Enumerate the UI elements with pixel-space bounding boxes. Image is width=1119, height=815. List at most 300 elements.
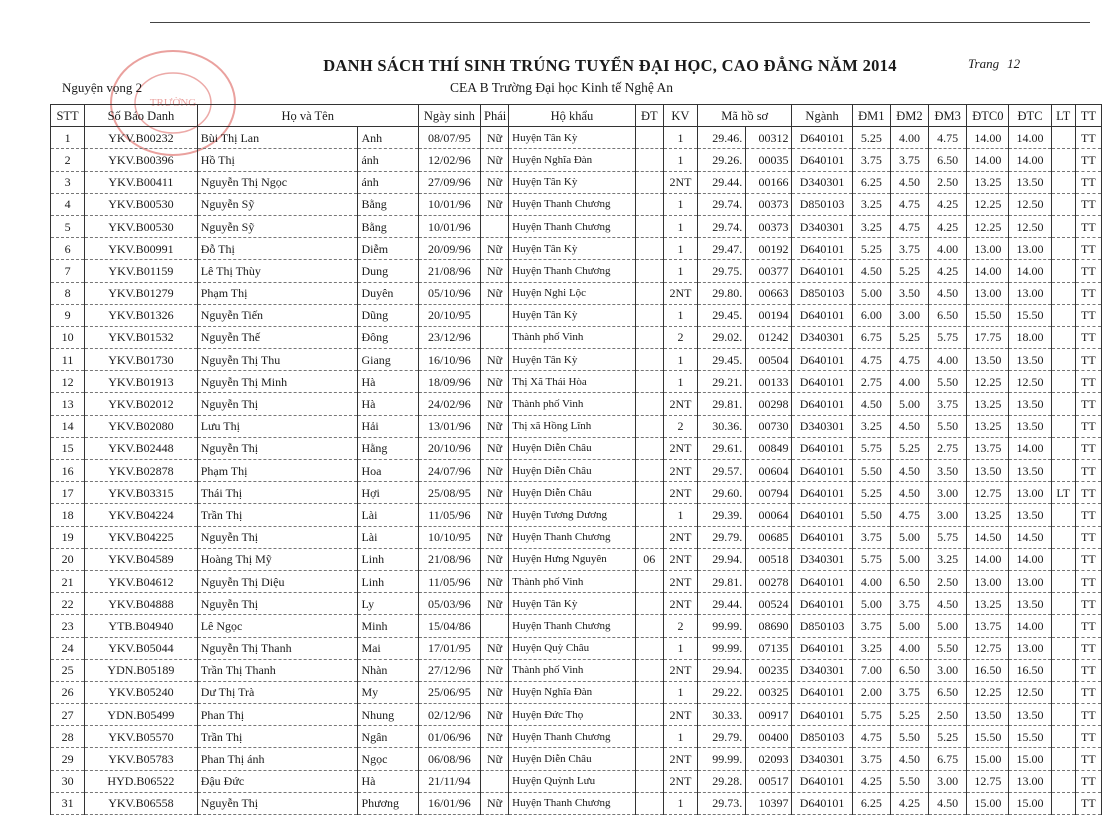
cell-sbd: YTB.B04940 [85, 615, 198, 637]
cell-dtc0: 13.50 [967, 460, 1009, 482]
col-lt: LT [1051, 105, 1075, 127]
cell-ten: Dung [358, 260, 418, 282]
cell-sbd: YKV.B00411 [85, 171, 198, 193]
cell-phai: Nữ [481, 593, 509, 615]
cell-lt [1051, 593, 1075, 615]
table-row [51, 593, 1102, 615]
cell-kv: 1 [663, 371, 697, 393]
cell-nganh: D340301 [792, 171, 852, 193]
cell-ho-ten: Nguyễn Thị [197, 393, 358, 415]
cell-stt: 8 [51, 282, 85, 304]
cell-nganh: D640101 [792, 127, 852, 149]
cell-ho-ten: Lê Thị Thùy [197, 260, 358, 282]
cell-ngay-sinh: 21/08/96 [418, 260, 480, 282]
col-profile-code: Mã hồ sơ [698, 105, 792, 127]
cell-dm1: 5.25 [852, 127, 890, 149]
cell-ma-ho-so-2: 00166 [746, 171, 792, 193]
cell-ho-khau: Huyện Thanh Chương [509, 792, 636, 814]
cell-dm3: 4.50 [929, 282, 967, 304]
cell-ho-khau: Huyện Quỳ Châu [509, 637, 636, 659]
cell-nganh: D640101 [792, 526, 852, 548]
cell-dm1: 5.75 [852, 437, 890, 459]
cell-ma-ho-so-1: 29.45. [698, 349, 746, 371]
cell-dtc: 13.50 [1009, 393, 1051, 415]
cell-dm2: 4.00 [890, 127, 928, 149]
cell-dm1: 4.00 [852, 570, 890, 592]
cell-dm1: 3.75 [852, 748, 890, 770]
cell-ten: Hà [358, 393, 418, 415]
cell-dm3: 5.25 [929, 726, 967, 748]
cell-ma-ho-so-1: 29.81. [698, 570, 746, 592]
cell-ten: Hà [358, 371, 418, 393]
cell-dm3: 5.00 [929, 615, 967, 637]
cell-sbd: YKV.B05783 [85, 748, 198, 770]
cell-ma-ho-so-1: 29.74. [698, 193, 746, 215]
cell-dt [635, 437, 663, 459]
cell-dtc: 13.00 [1009, 282, 1051, 304]
cell-ho-khau: Huyện Thanh Chương [509, 193, 636, 215]
cell-phai: Nữ [481, 193, 509, 215]
cell-dtc0: 15.00 [967, 748, 1009, 770]
cell-stt: 11 [51, 349, 85, 371]
table-row [51, 748, 1102, 770]
cell-stt: 10 [51, 326, 85, 348]
cell-ngay-sinh: 11/05/96 [418, 570, 480, 592]
cell-dm2: 3.75 [890, 238, 928, 260]
cell-lt [1051, 748, 1075, 770]
cell-tt: TT [1075, 460, 1101, 482]
cell-ma-ho-so-2: 00377 [746, 260, 792, 282]
cell-dm1: 5.00 [852, 593, 890, 615]
cell-ten: Dũng [358, 304, 418, 326]
cell-stt: 23 [51, 615, 85, 637]
cell-sbd: YKV.B05240 [85, 681, 198, 703]
cell-dm1: 7.00 [852, 659, 890, 681]
cell-dt [635, 593, 663, 615]
cell-dtc: 13.50 [1009, 593, 1051, 615]
cell-stt: 12 [51, 371, 85, 393]
cell-nganh: D640101 [792, 238, 852, 260]
cell-ma-ho-so-2: 01242 [746, 326, 792, 348]
cell-dtc: 13.00 [1009, 570, 1051, 592]
cell-dt [635, 504, 663, 526]
cell-dm2: 3.75 [890, 149, 928, 171]
cell-dtc: 15.00 [1009, 748, 1051, 770]
cell-kv: 2NT [663, 748, 697, 770]
cell-phai: Nữ [481, 704, 509, 726]
cell-dm2: 4.25 [890, 792, 928, 814]
cell-kv: 2 [663, 615, 697, 637]
cell-dm2: 4.00 [890, 637, 928, 659]
cell-dtc0: 13.50 [967, 704, 1009, 726]
cell-ho-khau: Huyện Quỳnh Lưu [509, 770, 636, 792]
cell-dtc0: 12.25 [967, 215, 1009, 237]
cell-ten: Ngọc [358, 748, 418, 770]
cell-dm1: 5.25 [852, 238, 890, 260]
cell-dtc0: 13.75 [967, 437, 1009, 459]
cell-dm3: 5.50 [929, 637, 967, 659]
cell-dm1: 5.25 [852, 482, 890, 504]
cell-ma-ho-so-1: 29.44. [698, 171, 746, 193]
cell-dt [635, 526, 663, 548]
cell-ho-khau: Huyện Thanh Chương [509, 726, 636, 748]
cell-kv: 2NT [663, 659, 697, 681]
cell-dtc: 12.50 [1009, 193, 1051, 215]
cell-phai: Nữ [481, 681, 509, 703]
cell-ngay-sinh: 16/10/96 [418, 349, 480, 371]
cell-ho-ten: Bùi Thị Lan [197, 127, 358, 149]
cell-ngay-sinh: 25/06/95 [418, 681, 480, 703]
cell-lt [1051, 193, 1075, 215]
cell-nganh: D640101 [792, 304, 852, 326]
cell-dt [635, 415, 663, 437]
cell-stt: 22 [51, 593, 85, 615]
cell-tt: TT [1075, 193, 1101, 215]
cell-ten: Bằng [358, 215, 418, 237]
cell-stt: 30 [51, 770, 85, 792]
cell-ma-ho-so-2: 00400 [746, 726, 792, 748]
svg-text:TRƯỜNG: TRƯỜNG [149, 97, 197, 109]
cell-ho-khau: Huyện Tân Kỳ [509, 127, 636, 149]
cell-ten: Hoa [358, 460, 418, 482]
cell-ngay-sinh: 06/08/96 [418, 748, 480, 770]
cell-ngay-sinh: 27/12/96 [418, 659, 480, 681]
cell-sbd: YKV.B02878 [85, 460, 198, 482]
cell-nganh: D640101 [792, 504, 852, 526]
cell-dm1: 3.25 [852, 193, 890, 215]
cell-nganh: D340301 [792, 748, 852, 770]
table-row [51, 681, 1102, 703]
cell-lt [1051, 659, 1075, 681]
cell-ma-ho-so-2: 00685 [746, 526, 792, 548]
table-row [51, 238, 1102, 260]
cell-dm3: 2.50 [929, 570, 967, 592]
cell-ma-ho-so-2: 00849 [746, 437, 792, 459]
cell-dt [635, 282, 663, 304]
cell-dtc: 12.50 [1009, 681, 1051, 703]
cell-dt [635, 193, 663, 215]
cell-ho-ten: Phan Thị ánh [197, 748, 358, 770]
cell-tt: TT [1075, 260, 1101, 282]
table-row [51, 149, 1102, 171]
cell-phai [481, 304, 509, 326]
table-row [51, 304, 1102, 326]
cell-dm1: 6.00 [852, 304, 890, 326]
cell-tt: TT [1075, 615, 1101, 637]
cell-nganh: D340301 [792, 326, 852, 348]
cell-dm3: 2.50 [929, 171, 967, 193]
cell-tt: TT [1075, 149, 1101, 171]
cell-dm3: 4.50 [929, 792, 967, 814]
cell-ho-ten: Hồ Thị [197, 149, 358, 171]
cell-lt [1051, 393, 1075, 415]
cell-kv: 1 [663, 681, 697, 703]
table-header [51, 105, 1102, 127]
cell-stt: 28 [51, 726, 85, 748]
cell-tt: TT [1075, 349, 1101, 371]
col-stt: STT [51, 105, 85, 127]
cell-dm3: 2.75 [929, 437, 967, 459]
cell-nganh: D340301 [792, 659, 852, 681]
cell-ngay-sinh: 12/02/96 [418, 149, 480, 171]
cell-dm2: 4.50 [890, 482, 928, 504]
cell-dtc0: 12.75 [967, 770, 1009, 792]
cell-ma-ho-so-1: 29.46. [698, 127, 746, 149]
cell-stt: 14 [51, 415, 85, 437]
cell-dm2: 4.50 [890, 460, 928, 482]
cell-dm3: 5.75 [929, 526, 967, 548]
cell-phai [481, 215, 509, 237]
cell-dt [635, 326, 663, 348]
cell-ma-ho-so-1: 29.79. [698, 526, 746, 548]
cell-tt: TT [1075, 504, 1101, 526]
cell-ngay-sinh: 11/05/96 [418, 504, 480, 526]
cell-ngay-sinh: 24/07/96 [418, 460, 480, 482]
table-row [51, 637, 1102, 659]
cell-lt [1051, 437, 1075, 459]
cell-ho-khau: Huyện Diễn Châu [509, 437, 636, 459]
cell-tt: TT [1075, 526, 1101, 548]
cell-tt: TT [1075, 215, 1101, 237]
cell-ho-ten: Nguyễn Sỹ [197, 193, 358, 215]
cell-ma-ho-so-1: 29.94. [698, 659, 746, 681]
table-row [51, 326, 1102, 348]
page-number [968, 56, 1020, 72]
wish-label: Nguyện vọng 2 [62, 80, 143, 95]
cell-tt: TT [1075, 326, 1101, 348]
cell-ho-khau: Huyện Nghĩa Đàn [509, 149, 636, 171]
cell-kv: 2 [663, 326, 697, 348]
cell-ma-ho-so-2: 07135 [746, 637, 792, 659]
cell-stt: 3 [51, 171, 85, 193]
cell-stt: 21 [51, 570, 85, 592]
cell-ho-khau: Huyện Tân Kỳ [509, 593, 636, 615]
cell-kv: 2NT [663, 393, 697, 415]
cell-dtc0: 14.50 [967, 526, 1009, 548]
cell-kv: 1 [663, 238, 697, 260]
cell-ten: Lài [358, 526, 418, 548]
cell-ngay-sinh: 15/04/86 [418, 615, 480, 637]
cell-phai: Nữ [481, 238, 509, 260]
cell-ma-ho-so-2: 00518 [746, 548, 792, 570]
cell-dtc0: 15.50 [967, 304, 1009, 326]
cell-stt: 15 [51, 437, 85, 459]
cell-ma-ho-so-1: 29.80. [698, 282, 746, 304]
cell-ma-ho-so-2: 00373 [746, 215, 792, 237]
cell-lt [1051, 215, 1075, 237]
cell-dtc: 12.50 [1009, 215, 1051, 237]
cell-lt [1051, 792, 1075, 814]
cell-tt: TT [1075, 171, 1101, 193]
cell-ho-khau: Huyện Hưng Nguyên [509, 548, 636, 570]
cell-ma-ho-so-1: 29.75. [698, 260, 746, 282]
cell-dtc0: 13.00 [967, 570, 1009, 592]
cell-ngay-sinh: 10/01/96 [418, 193, 480, 215]
cell-ho-khau: Huyện Diễn Châu [509, 482, 636, 504]
col-dtc0: ĐTC0 [967, 105, 1009, 127]
cell-ten: ánh [358, 149, 418, 171]
cell-ho-ten: Lê Ngọc [197, 615, 358, 637]
cell-dtc: 16.50 [1009, 659, 1051, 681]
cell-dtc: 14.00 [1009, 149, 1051, 171]
cell-ho-ten: Đỗ Thị [197, 238, 358, 260]
cell-ma-ho-so-1: 30.33. [698, 704, 746, 726]
cell-ngay-sinh: 21/08/96 [418, 548, 480, 570]
cell-dtc: 13.00 [1009, 637, 1051, 659]
cell-dm1: 3.75 [852, 149, 890, 171]
cell-phai: Nữ [481, 149, 509, 171]
cell-sbd: YKV.B03315 [85, 482, 198, 504]
cell-stt: 31 [51, 792, 85, 814]
cell-dm2: 3.50 [890, 282, 928, 304]
cell-lt [1051, 415, 1075, 437]
cell-sbd: YDN.B05189 [85, 659, 198, 681]
page-label: Trang [968, 56, 1000, 71]
cell-ten: Hà [358, 770, 418, 792]
cell-ten: Nhàn [358, 659, 418, 681]
cell-sbd: YKV.B06558 [85, 792, 198, 814]
cell-dm1: 5.75 [852, 548, 890, 570]
cell-tt: TT [1075, 482, 1101, 504]
table-row [51, 770, 1102, 792]
cell-kv: 2NT [663, 482, 697, 504]
cell-dtc0: 16.50 [967, 659, 1009, 681]
cell-dm1: 6.75 [852, 326, 890, 348]
cell-dm2: 5.50 [890, 726, 928, 748]
cell-dtc: 13.50 [1009, 415, 1051, 437]
cell-nganh: D850103 [792, 726, 852, 748]
cell-dtc0: 15.50 [967, 726, 1009, 748]
cell-dtc: 13.50 [1009, 171, 1051, 193]
cell-phai: Nữ [481, 504, 509, 526]
cell-ho-ten: Phạm Thị [197, 460, 358, 482]
table-row [51, 127, 1102, 149]
cell-ten: Anh [358, 127, 418, 149]
cell-dt [635, 637, 663, 659]
cell-sbd: HYD.B06522 [85, 770, 198, 792]
cell-sbd: YKV.B01730 [85, 349, 198, 371]
page-value: 12 [1007, 56, 1021, 71]
cell-dm1: 5.50 [852, 460, 890, 482]
cell-ho-ten: Dư Thị Trà [197, 681, 358, 703]
table-row [51, 704, 1102, 726]
cell-dm2: 6.50 [890, 570, 928, 592]
cell-stt: 24 [51, 637, 85, 659]
cell-ma-ho-so-2: 00298 [746, 393, 792, 415]
cell-ma-ho-so-1: 99.99. [698, 748, 746, 770]
cell-ten: Linh [358, 570, 418, 592]
cell-dm3: 3.00 [929, 770, 967, 792]
top-rule [150, 22, 1090, 23]
cell-ho-ten: Nguyễn Thị Thanh [197, 637, 358, 659]
cell-dtc0: 13.50 [967, 349, 1009, 371]
cell-ho-khau: Huyện Tân Kỳ [509, 304, 636, 326]
cell-kv: 1 [663, 349, 697, 371]
cell-phai: Nữ [481, 260, 509, 282]
cell-phai [481, 615, 509, 637]
cell-ma-ho-so-2: 00235 [746, 659, 792, 681]
cell-ho-khau: Huyện Diễn Châu [509, 748, 636, 770]
cell-ma-ho-so-1: 99.99. [698, 615, 746, 637]
cell-dt [635, 659, 663, 681]
cell-ma-ho-so-2: 00325 [746, 681, 792, 703]
cell-phai [481, 770, 509, 792]
cell-ho-ten: Nguyễn Thế [197, 326, 358, 348]
table-row [51, 171, 1102, 193]
cell-ngay-sinh: 23/12/96 [418, 326, 480, 348]
cell-ho-khau: Thị xã Hồng Lĩnh [509, 415, 636, 437]
table-row [51, 349, 1102, 371]
cell-dm3: 6.50 [929, 681, 967, 703]
table-row [51, 460, 1102, 482]
cell-stt: 27 [51, 704, 85, 726]
cell-dm3: 3.00 [929, 504, 967, 526]
cell-ma-ho-so-2: 00524 [746, 593, 792, 615]
col-dm3: ĐM3 [929, 105, 967, 127]
cell-nganh: D640101 [792, 681, 852, 703]
cell-ngay-sinh: 08/07/95 [418, 127, 480, 149]
cell-dt [635, 349, 663, 371]
cell-ma-ho-so-2: 02093 [746, 748, 792, 770]
cell-ho-khau: Huyện Đức Thọ [509, 704, 636, 726]
cell-phai: Nữ [481, 171, 509, 193]
cell-ma-ho-so-1: 29.26. [698, 149, 746, 171]
cell-ma-ho-so-2: 00794 [746, 482, 792, 504]
cell-dtc: 13.50 [1009, 460, 1051, 482]
cell-nganh: D640101 [792, 770, 852, 792]
col-dob: Ngày sinh [418, 105, 480, 127]
cell-sbd: YKV.B01279 [85, 282, 198, 304]
table-row [51, 215, 1102, 237]
cell-nganh: D850103 [792, 615, 852, 637]
table-row [51, 615, 1102, 637]
cell-ho-khau: Huyện Thanh Chương [509, 260, 636, 282]
cell-ma-ho-so-2: 00517 [746, 770, 792, 792]
table-row [51, 393, 1102, 415]
cell-ten: Lài [358, 504, 418, 526]
table-row [51, 726, 1102, 748]
cell-dtc0: 14.00 [967, 548, 1009, 570]
cell-lt: LT [1051, 482, 1075, 504]
cell-lt [1051, 349, 1075, 371]
cell-ho-khau: Thành phố Vinh [509, 326, 636, 348]
cell-lt [1051, 238, 1075, 260]
cell-phai: Nữ [481, 482, 509, 504]
cell-ma-ho-so-2: 00064 [746, 504, 792, 526]
cell-tt: TT [1075, 127, 1101, 149]
cell-ngay-sinh: 10/01/96 [418, 215, 480, 237]
cell-dtc0: 13.75 [967, 615, 1009, 637]
cell-dt [635, 726, 663, 748]
cell-ma-ho-so-1: 29.81. [698, 393, 746, 415]
cell-dm3: 4.75 [929, 127, 967, 149]
cell-nganh: D640101 [792, 637, 852, 659]
cell-ho-khau: Huyện Thanh Chương [509, 215, 636, 237]
cell-nganh: D340301 [792, 548, 852, 570]
cell-nganh: D340301 [792, 415, 852, 437]
cell-dtc0: 12.25 [967, 193, 1009, 215]
cell-tt: TT [1075, 415, 1101, 437]
cell-dtc: 14.00 [1009, 548, 1051, 570]
cell-sbd: YDN.B05499 [85, 704, 198, 726]
cell-nganh: D640101 [792, 482, 852, 504]
cell-ma-ho-so-2: 00373 [746, 193, 792, 215]
cell-ho-khau: Huyện Tân Kỳ [509, 238, 636, 260]
cell-ten: Diễm [358, 238, 418, 260]
cell-ma-ho-so-1: 29.47. [698, 238, 746, 260]
cell-kv: 2 [663, 415, 697, 437]
cell-dm2: 5.50 [890, 770, 928, 792]
